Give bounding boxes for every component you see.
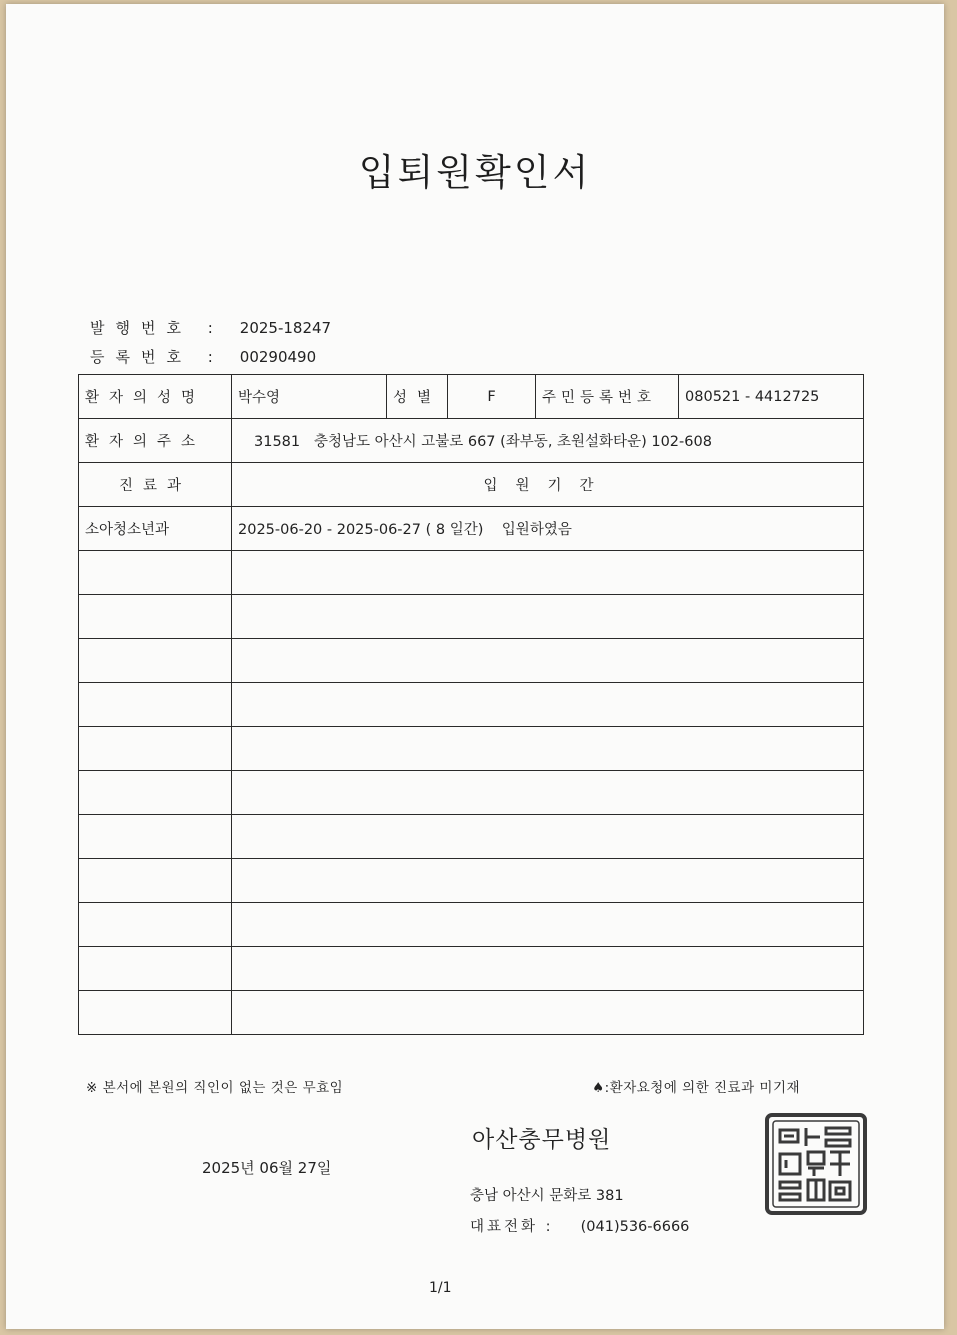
request-note: ♠:환자요청에 의한 진료과 미기재 [592, 1080, 801, 1096]
record-period [232, 991, 864, 1035]
record-period [232, 683, 864, 727]
document-page [6, 4, 944, 1329]
patient-address-value: 31581 충청남도 아산시 고불로 667 (좌부동, 초원설화타운) 102-608 [232, 419, 864, 463]
phone-label: 대표전화 : [470, 1219, 554, 1235]
issue-number-row [90, 317, 331, 338]
record-period [232, 903, 864, 947]
patient-name-value: 박수영 [232, 375, 387, 419]
issue-date: 2025년 06월 27일 [202, 1159, 332, 1177]
records-header-row [79, 463, 864, 507]
record-dept [79, 771, 232, 815]
patient-address-row [79, 419, 864, 463]
record-dept [79, 727, 232, 771]
record-row [79, 815, 864, 859]
seal-icon [764, 1112, 868, 1216]
hospital-address: 충남 아산시 문화로 381 [470, 1188, 624, 1204]
record-dept [79, 947, 232, 991]
registration-number-label: 등록번호 : [90, 348, 224, 366]
validity-note: ※ 본서에 본원의 직인이 없는 것은 무효임 [86, 1080, 344, 1096]
issue-number-value: 2025-18247 [239, 319, 332, 337]
record-period [232, 639, 864, 683]
record-period [232, 771, 864, 815]
phone-value: (041)536-6666 [580, 1219, 690, 1235]
issue-number-label: 발행번호 : [90, 319, 224, 337]
record-row [79, 727, 864, 771]
record-dept [79, 683, 232, 727]
record-row [79, 551, 864, 595]
record-period [232, 859, 864, 903]
admission-table [78, 374, 864, 1035]
record-dept [79, 639, 232, 683]
sex-value: F [448, 375, 536, 419]
record-row [79, 947, 864, 991]
record-dept [79, 551, 232, 595]
document-title: 입퇴원확인서 [358, 151, 592, 194]
page-number: 1/1 [429, 1280, 452, 1296]
records-body [79, 507, 864, 1035]
record-row [79, 771, 864, 815]
patient-name-row [79, 375, 864, 419]
record-row [79, 683, 864, 727]
record-dept [79, 595, 232, 639]
record-period [232, 947, 864, 991]
rrn-label: 주민등록번호 [536, 375, 679, 419]
record-row [79, 991, 864, 1035]
record-period [232, 815, 864, 859]
record-row [79, 507, 864, 551]
period-header: 입원기간 [232, 463, 864, 507]
dept-header: 진료과 [79, 463, 232, 507]
record-dept [79, 903, 232, 947]
record-period [232, 727, 864, 771]
patient-address-label: 환자의주소 [79, 419, 232, 463]
patient-name-label: 환자의성명 [79, 375, 232, 419]
record-dept [79, 991, 232, 1035]
hospital-seal-stamp [764, 1112, 868, 1216]
record-dept [79, 859, 232, 903]
hospital-phone-row [470, 1215, 689, 1236]
sex-label: 성별 [387, 375, 448, 419]
hospital-name: 아산충무병원 [472, 1127, 612, 1153]
record-row [79, 639, 864, 683]
registration-number-value: 00290490 [239, 348, 317, 366]
record-dept: 소아청소년과 [79, 507, 232, 551]
record-row [79, 903, 864, 947]
record-period: 2025-06-20 - 2025-06-27 ( 8 일간) 입원하였음 [232, 507, 864, 551]
record-row [79, 595, 864, 639]
record-row [79, 859, 864, 903]
record-dept [79, 815, 232, 859]
record-period [232, 551, 864, 595]
rrn-value: 080521 - 4412725 [679, 375, 864, 419]
record-period [232, 595, 864, 639]
registration-number-row [90, 346, 316, 367]
